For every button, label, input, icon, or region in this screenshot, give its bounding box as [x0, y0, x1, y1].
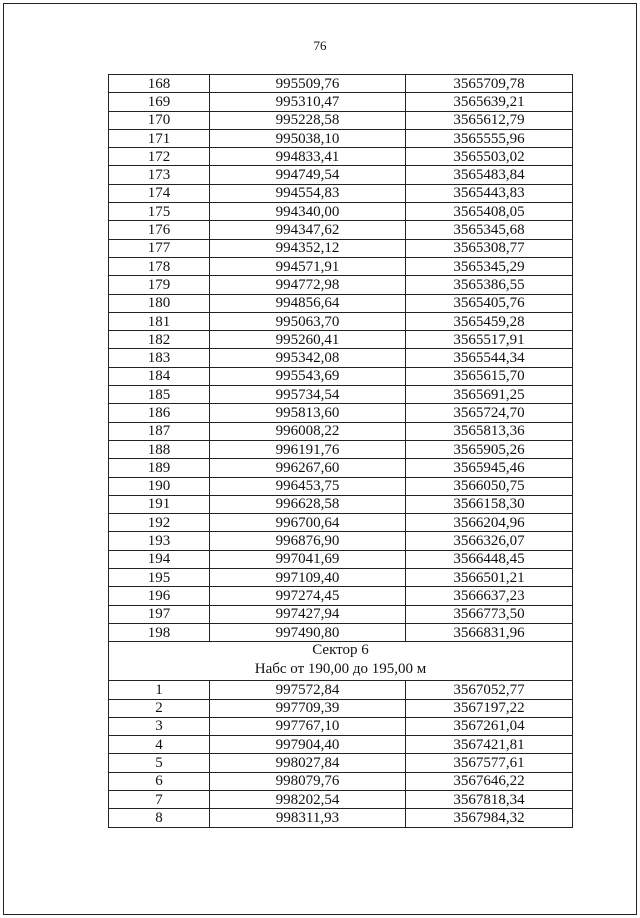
y-coordinate-cell: 3565945,46 — [406, 459, 573, 477]
table-row — [109, 294, 573, 312]
point-number-cell: 1 — [109, 681, 210, 699]
point-number-cell: 192 — [109, 514, 210, 532]
table-row — [109, 550, 573, 568]
point-number-cell: 188 — [109, 440, 210, 458]
x-coordinate-cell: 994340,00 — [210, 203, 406, 221]
point-number-cell: 7 — [109, 790, 210, 808]
x-coordinate-cell: 996453,75 — [210, 477, 406, 495]
y-coordinate-cell: 3565308,77 — [406, 239, 573, 257]
table-row — [109, 514, 573, 532]
table-row — [109, 404, 573, 422]
table-row — [109, 349, 573, 367]
point-number-cell: 198 — [109, 623, 210, 641]
y-coordinate-cell: 3567984,32 — [406, 809, 573, 827]
x-coordinate-cell: 997709,39 — [210, 699, 406, 717]
table-row — [109, 221, 573, 239]
y-coordinate-cell: 3566158,30 — [406, 495, 573, 513]
table-row — [109, 276, 573, 294]
table-row — [109, 257, 573, 275]
point-number-cell: 171 — [109, 129, 210, 147]
point-number-cell: 184 — [109, 367, 210, 385]
y-coordinate-cell: 3567197,22 — [406, 699, 573, 717]
x-coordinate-cell: 997904,40 — [210, 736, 406, 754]
point-number-cell: 196 — [109, 587, 210, 605]
point-number-cell: 169 — [109, 93, 210, 111]
y-coordinate-cell: 3566326,07 — [406, 532, 573, 550]
table-row — [109, 477, 573, 495]
point-number-cell: 194 — [109, 550, 210, 568]
point-number-cell: 173 — [109, 166, 210, 184]
table-row — [109, 422, 573, 440]
x-coordinate-cell: 995260,41 — [210, 331, 406, 349]
point-number-cell: 189 — [109, 459, 210, 477]
point-number-cell: 186 — [109, 404, 210, 422]
table-row — [109, 681, 573, 699]
y-coordinate-cell: 3566501,21 — [406, 569, 573, 587]
table-row — [109, 569, 573, 587]
point-number-cell: 193 — [109, 532, 210, 550]
y-coordinate-cell: 3566204,96 — [406, 514, 573, 532]
x-coordinate-cell: 995063,70 — [210, 312, 406, 330]
y-coordinate-cell: 3565483,84 — [406, 166, 573, 184]
x-coordinate-cell: 995228,58 — [210, 111, 406, 129]
table-row — [109, 367, 573, 385]
table-row — [109, 699, 573, 717]
x-coordinate-cell: 995038,10 — [210, 129, 406, 147]
point-number-cell: 190 — [109, 477, 210, 495]
table-row — [109, 331, 573, 349]
point-number-cell: 181 — [109, 312, 210, 330]
point-number-cell: 195 — [109, 569, 210, 587]
x-coordinate-cell: 997767,10 — [210, 717, 406, 735]
table-row — [109, 440, 573, 458]
table-row — [109, 203, 573, 221]
x-coordinate-cell: 994352,12 — [210, 239, 406, 257]
point-number-cell: 168 — [109, 75, 210, 93]
point-number-cell: 2 — [109, 699, 210, 717]
y-coordinate-cell: 3565345,68 — [406, 221, 573, 239]
x-coordinate-cell: 995734,54 — [210, 386, 406, 404]
y-coordinate-cell: 3566448,45 — [406, 550, 573, 568]
y-coordinate-cell: 3565517,91 — [406, 331, 573, 349]
table-row — [109, 605, 573, 623]
y-coordinate-cell: 3566773,50 — [406, 605, 573, 623]
x-coordinate-cell: 995342,08 — [210, 349, 406, 367]
y-coordinate-cell: 3565503,02 — [406, 148, 573, 166]
table-row — [109, 129, 573, 147]
table-body-top — [109, 75, 573, 642]
table-row — [109, 184, 573, 202]
table-row — [109, 790, 573, 808]
y-coordinate-cell: 3567818,34 — [406, 790, 573, 808]
y-coordinate-cell: 3565905,26 — [406, 440, 573, 458]
point-number-cell: 170 — [109, 111, 210, 129]
point-number-cell: 174 — [109, 184, 210, 202]
x-coordinate-cell: 997109,40 — [210, 569, 406, 587]
x-coordinate-cell: 996191,76 — [210, 440, 406, 458]
sector-header — [109, 642, 573, 681]
table-row — [109, 93, 573, 111]
table-row — [109, 312, 573, 330]
table-row — [109, 587, 573, 605]
table-row — [109, 754, 573, 772]
y-coordinate-cell: 3565639,21 — [406, 93, 573, 111]
x-coordinate-cell: 994856,64 — [210, 294, 406, 312]
point-number-cell: 8 — [109, 809, 210, 827]
x-coordinate-cell: 994571,91 — [210, 257, 406, 275]
point-number-cell: 182 — [109, 331, 210, 349]
y-coordinate-cell: 3567052,77 — [406, 681, 573, 699]
table-row — [109, 736, 573, 754]
x-coordinate-cell: 994554,83 — [210, 184, 406, 202]
table-row — [109, 717, 573, 735]
point-number-cell: 177 — [109, 239, 210, 257]
point-number-cell: 185 — [109, 386, 210, 404]
point-number-cell: 187 — [109, 422, 210, 440]
y-coordinate-cell: 3566637,23 — [406, 587, 573, 605]
x-coordinate-cell: 997274,45 — [210, 587, 406, 605]
y-coordinate-cell: 3565612,79 — [406, 111, 573, 129]
sector-cell — [109, 642, 573, 681]
y-coordinate-cell: 3567646,22 — [406, 772, 573, 790]
x-coordinate-cell: 996700,64 — [210, 514, 406, 532]
y-coordinate-cell: 3565615,70 — [406, 367, 573, 385]
x-coordinate-cell: 997041,69 — [210, 550, 406, 568]
y-coordinate-cell: 3565544,34 — [406, 349, 573, 367]
x-coordinate-cell: 995813,60 — [210, 404, 406, 422]
y-coordinate-cell: 3567577,61 — [406, 754, 573, 772]
document-page — [3, 3, 637, 915]
point-number-cell: 6 — [109, 772, 210, 790]
table-row — [109, 532, 573, 550]
x-coordinate-cell: 997572,84 — [210, 681, 406, 699]
sector-row — [109, 642, 573, 681]
point-number-cell: 197 — [109, 605, 210, 623]
y-coordinate-cell: 3565386,55 — [406, 276, 573, 294]
page-number: 76 — [313, 38, 327, 53]
x-coordinate-cell: 994347,62 — [210, 221, 406, 239]
x-coordinate-cell: 994772,98 — [210, 276, 406, 294]
x-coordinate-cell: 997427,94 — [210, 605, 406, 623]
x-coordinate-cell: 994833,41 — [210, 148, 406, 166]
point-number-cell: 176 — [109, 221, 210, 239]
table-row — [109, 239, 573, 257]
table-row — [109, 148, 573, 166]
y-coordinate-cell: 3565555,96 — [406, 129, 573, 147]
coordinates-table — [108, 74, 573, 828]
x-coordinate-cell: 994749,54 — [210, 166, 406, 184]
y-coordinate-cell: 3565459,28 — [406, 312, 573, 330]
table-row — [109, 809, 573, 827]
point-number-cell: 4 — [109, 736, 210, 754]
y-coordinate-cell: 3565443,83 — [406, 184, 573, 202]
point-number-cell: 183 — [109, 349, 210, 367]
point-number-cell: 179 — [109, 276, 210, 294]
table-row — [109, 495, 573, 513]
point-number-cell: 178 — [109, 257, 210, 275]
point-number-cell: 191 — [109, 495, 210, 513]
point-number-cell: 3 — [109, 717, 210, 735]
x-coordinate-cell: 996628,58 — [210, 495, 406, 513]
x-coordinate-cell: 995310,47 — [210, 93, 406, 111]
x-coordinate-cell: 998079,76 — [210, 772, 406, 790]
point-number-cell: 180 — [109, 294, 210, 312]
point-number-cell: 5 — [109, 754, 210, 772]
x-coordinate-cell: 996267,60 — [210, 459, 406, 477]
y-coordinate-cell: 3565691,25 — [406, 386, 573, 404]
y-coordinate-cell: 3566831,96 — [406, 623, 573, 641]
table-row — [109, 772, 573, 790]
sector-subtitle: Набс от 190,00 до 195,00 м — [254, 661, 427, 678]
x-coordinate-cell: 998027,84 — [210, 754, 406, 772]
table-row — [109, 386, 573, 404]
point-number-cell: 172 — [109, 148, 210, 166]
x-coordinate-cell: 995509,76 — [210, 75, 406, 93]
table-row — [109, 111, 573, 129]
y-coordinate-cell: 3567261,04 — [406, 717, 573, 735]
sector-title: Сектор 6 — [312, 642, 369, 659]
x-coordinate-cell: 997490,80 — [210, 623, 406, 641]
x-coordinate-cell: 996876,90 — [210, 532, 406, 550]
table-row — [109, 75, 573, 93]
y-coordinate-cell: 3565345,29 — [406, 257, 573, 275]
y-coordinate-cell: 3565408,05 — [406, 203, 573, 221]
point-number-cell: 175 — [109, 203, 210, 221]
table-row — [109, 166, 573, 184]
y-coordinate-cell: 3566050,75 — [406, 477, 573, 495]
y-coordinate-cell: 3565405,76 — [406, 294, 573, 312]
table-body-bottom — [109, 681, 573, 827]
x-coordinate-cell: 998202,54 — [210, 790, 406, 808]
y-coordinate-cell: 3567421,81 — [406, 736, 573, 754]
y-coordinate-cell: 3565709,78 — [406, 75, 573, 93]
table-row — [109, 459, 573, 477]
table-row — [109, 623, 573, 641]
x-coordinate-cell: 998311,93 — [210, 809, 406, 827]
x-coordinate-cell: 995543,69 — [210, 367, 406, 385]
y-coordinate-cell: 3565724,70 — [406, 404, 573, 422]
x-coordinate-cell: 996008,22 — [210, 422, 406, 440]
y-coordinate-cell: 3565813,36 — [406, 422, 573, 440]
